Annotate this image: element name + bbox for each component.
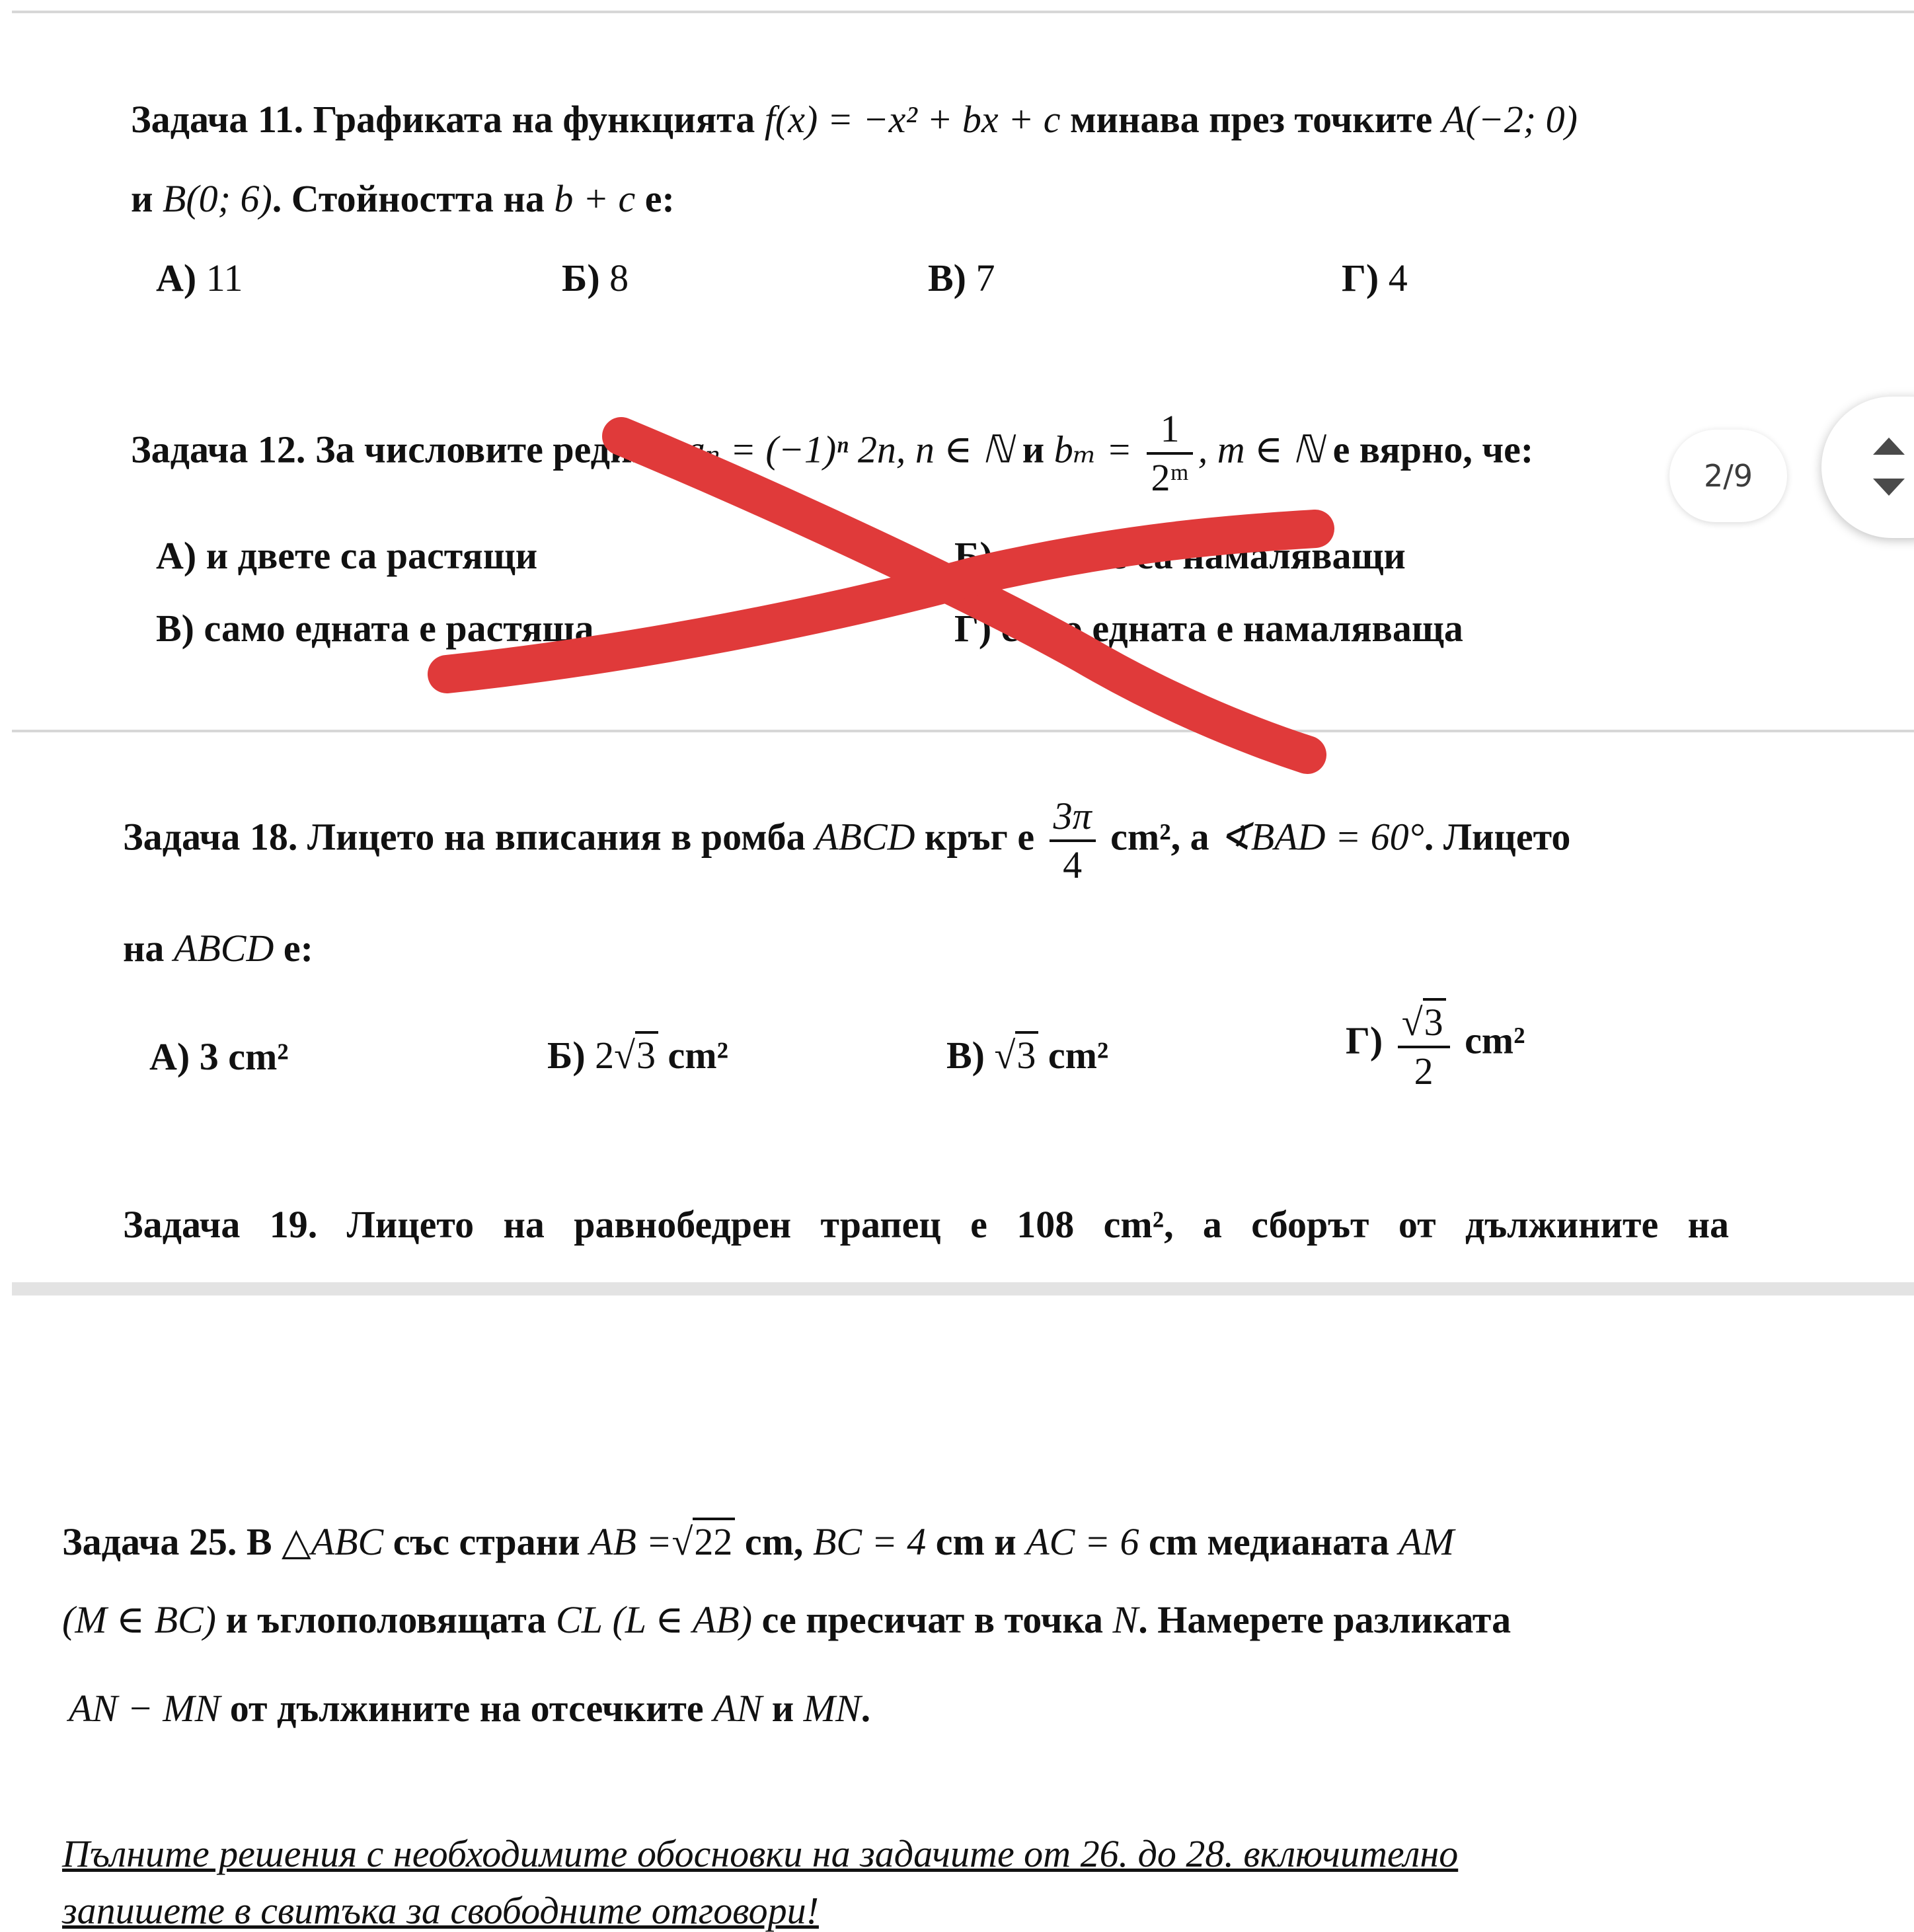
task12-separator: [12, 730, 1914, 732]
task25-line3: AN − MN от дължините на отсечките AN и MN.: [69, 1687, 871, 1730]
task18-line2: на ABCD е:: [123, 927, 313, 970]
task25-line2: (M ∈ BC) и ъглополовящата CL (L ∈ AB) се пресичат в точка N. Намерете разликата: [62, 1598, 1512, 1641]
task11-answer-d: Г) 4: [1342, 256, 1408, 299]
task11-label: Задача 11.: [131, 98, 304, 141]
up-down-arrows-icon: [1821, 397, 1914, 538]
task11-line2: и B(0; 6). Стойността на b + c е:: [131, 177, 675, 220]
task12-label: Задача 12.: [131, 428, 306, 471]
task12-line1: Задача 12. За числовите редици aₙ = (−1)ⁿ 2n, n ∈ ℕ и bₘ = $\frac{1}{\text{2ᵐ}}$ , m ∈ ℕ е вярно, че:: [131, 407, 1534, 499]
task12-fraction: $\frac{1}{\text{2ᵐ}}$: [1147, 410, 1192, 497]
page-break: [12, 1282, 1914, 1295]
page-indicator: [1669, 430, 1787, 522]
task11-answer-b: Б) 8: [562, 256, 629, 299]
top-separator: [12, 11, 1914, 13]
task18-fraction: $\frac{3\pi}{4}$: [1050, 797, 1096, 884]
task19-label: Задача 19.: [123, 1203, 318, 1246]
task12-answer-c: В) само едната е растяща: [156, 607, 594, 650]
task25-line1: Задача 25. В △ABC със страни AB =√22 cm, BC = 4 cm и AC = 6 cm медианата AM: [62, 1518, 1454, 1561]
task12-answer-b: Б) и двете са намаляващи: [954, 534, 1406, 577]
footer-note-line2: запишете в свитъка за свободните отговори!: [62, 1889, 819, 1932]
task19-line1: Задача 19. Лицето на равнобедрен трапец е 108 cm², а сборът от дължините на: [123, 1203, 1729, 1246]
task18-label: Задача 18.: [123, 815, 298, 859]
task12-sequence-a: aₙ = (−1)ⁿ 2n, n ∈ ℕ: [685, 428, 1013, 471]
task11-point-a: A(−2; 0): [1441, 98, 1578, 141]
task18-answer-b: Б) 2√3 cm²: [547, 1031, 728, 1075]
task12-answer-d: Г) само едната е намаляваща: [954, 607, 1463, 650]
task11-answer-a: А) 11: [156, 256, 243, 299]
task18-angle: ∢BAD = 60°: [1219, 815, 1424, 859]
scroll-handle-button[interactable]: [1821, 397, 1914, 538]
task18-line1: Задача 18. Лицето на вписания в ромба ABCD кръг е $\frac{3\pi}{4}$ cm², а ∢BAD = 60°. Лицето: [123, 794, 1571, 886]
task11-point-b: B(0; 6): [162, 177, 272, 220]
task11-line1: Задача 11. Графиката на функцията f(x) = −x² + bx + c минава през точките A(−2; 0): [131, 98, 1578, 141]
task11-formula: f(x) = −x² + bx + c: [764, 98, 1061, 141]
task25-label: Задача 25.: [62, 1520, 237, 1563]
page-indicator-text: 2/9: [1703, 458, 1753, 494]
footer-note-line1: Пълните решения с необходимите обосновки на задачите от 26. до 28. включително: [62, 1832, 1459, 1875]
task18-answer-a: А) 3 cm²: [149, 1035, 289, 1078]
task11-answer-c: В) 7: [928, 256, 995, 299]
task18-answer-d: Г) $\frac{√3}{2}$ cm²: [1346, 998, 1525, 1091]
task18-answer-c: В) √3 cm²: [946, 1031, 1108, 1075]
task12-answer-a: А) и двете са растящи: [156, 534, 538, 577]
